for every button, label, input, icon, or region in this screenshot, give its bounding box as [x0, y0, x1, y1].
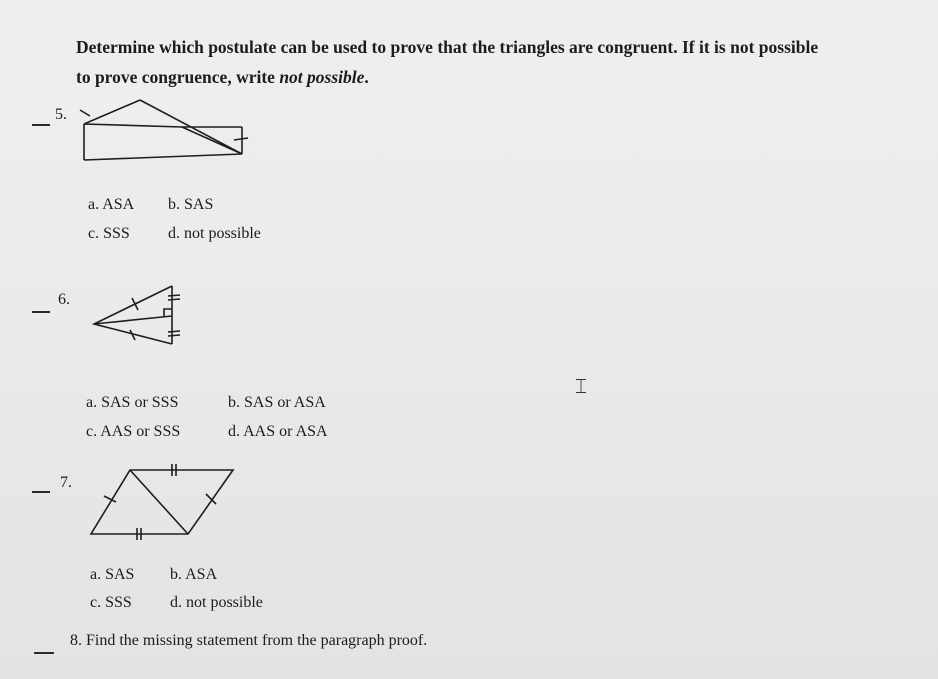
question-7-choice-a[interactable]: a. SAS — [90, 566, 135, 583]
question-7-choice-c[interactable]: c. SSS — [90, 594, 132, 611]
question-8-prompt: 8. Find the missing statement from the paragraph proof. — [70, 632, 428, 649]
question-5-choice-b[interactable]: b. SAS — [168, 196, 214, 213]
question-5-number: 5. — [55, 106, 67, 123]
text-cursor-icon: ⌶ — [575, 374, 587, 398]
question-6-choice-b[interactable]: b. SAS or ASA — [228, 394, 326, 411]
question-6-choice-d[interactable]: d. AAS or ASA — [228, 423, 328, 440]
question-6-choice-c[interactable]: c. AAS or SSS — [86, 423, 181, 440]
question-7-choice-b[interactable]: b. ASA — [170, 566, 218, 583]
question-6-number: 6. — [58, 291, 70, 308]
instructions-line-1: Determine which postulate can be used to prove that the triangles are congruent. If it is not possible — [76, 37, 819, 57]
question-5-choice-a[interactable]: a. ASA — [88, 196, 135, 213]
answer-blank-7[interactable] — [32, 491, 50, 493]
question-7-number: 7. — [60, 474, 72, 491]
question-6-choice-a[interactable]: a. SAS or SSS — [86, 394, 179, 411]
instructions — [76, 32, 921, 92]
answer-blank-6[interactable] — [32, 311, 50, 313]
question-5-choice-c[interactable]: c. SSS — [88, 225, 130, 242]
question-5-figure — [72, 92, 262, 172]
answer-blank-5[interactable] — [32, 124, 50, 126]
answer-blank-8[interactable] — [34, 652, 54, 654]
question-7-figure — [88, 458, 238, 538]
question-6-figure — [90, 282, 200, 352]
question-7-choice-d[interactable]: d. not possible — [170, 594, 263, 611]
question-5-choice-d[interactable]: d. not possible — [168, 225, 261, 242]
instructions-line-2: to prove congruence, write not possible. — [76, 67, 369, 87]
